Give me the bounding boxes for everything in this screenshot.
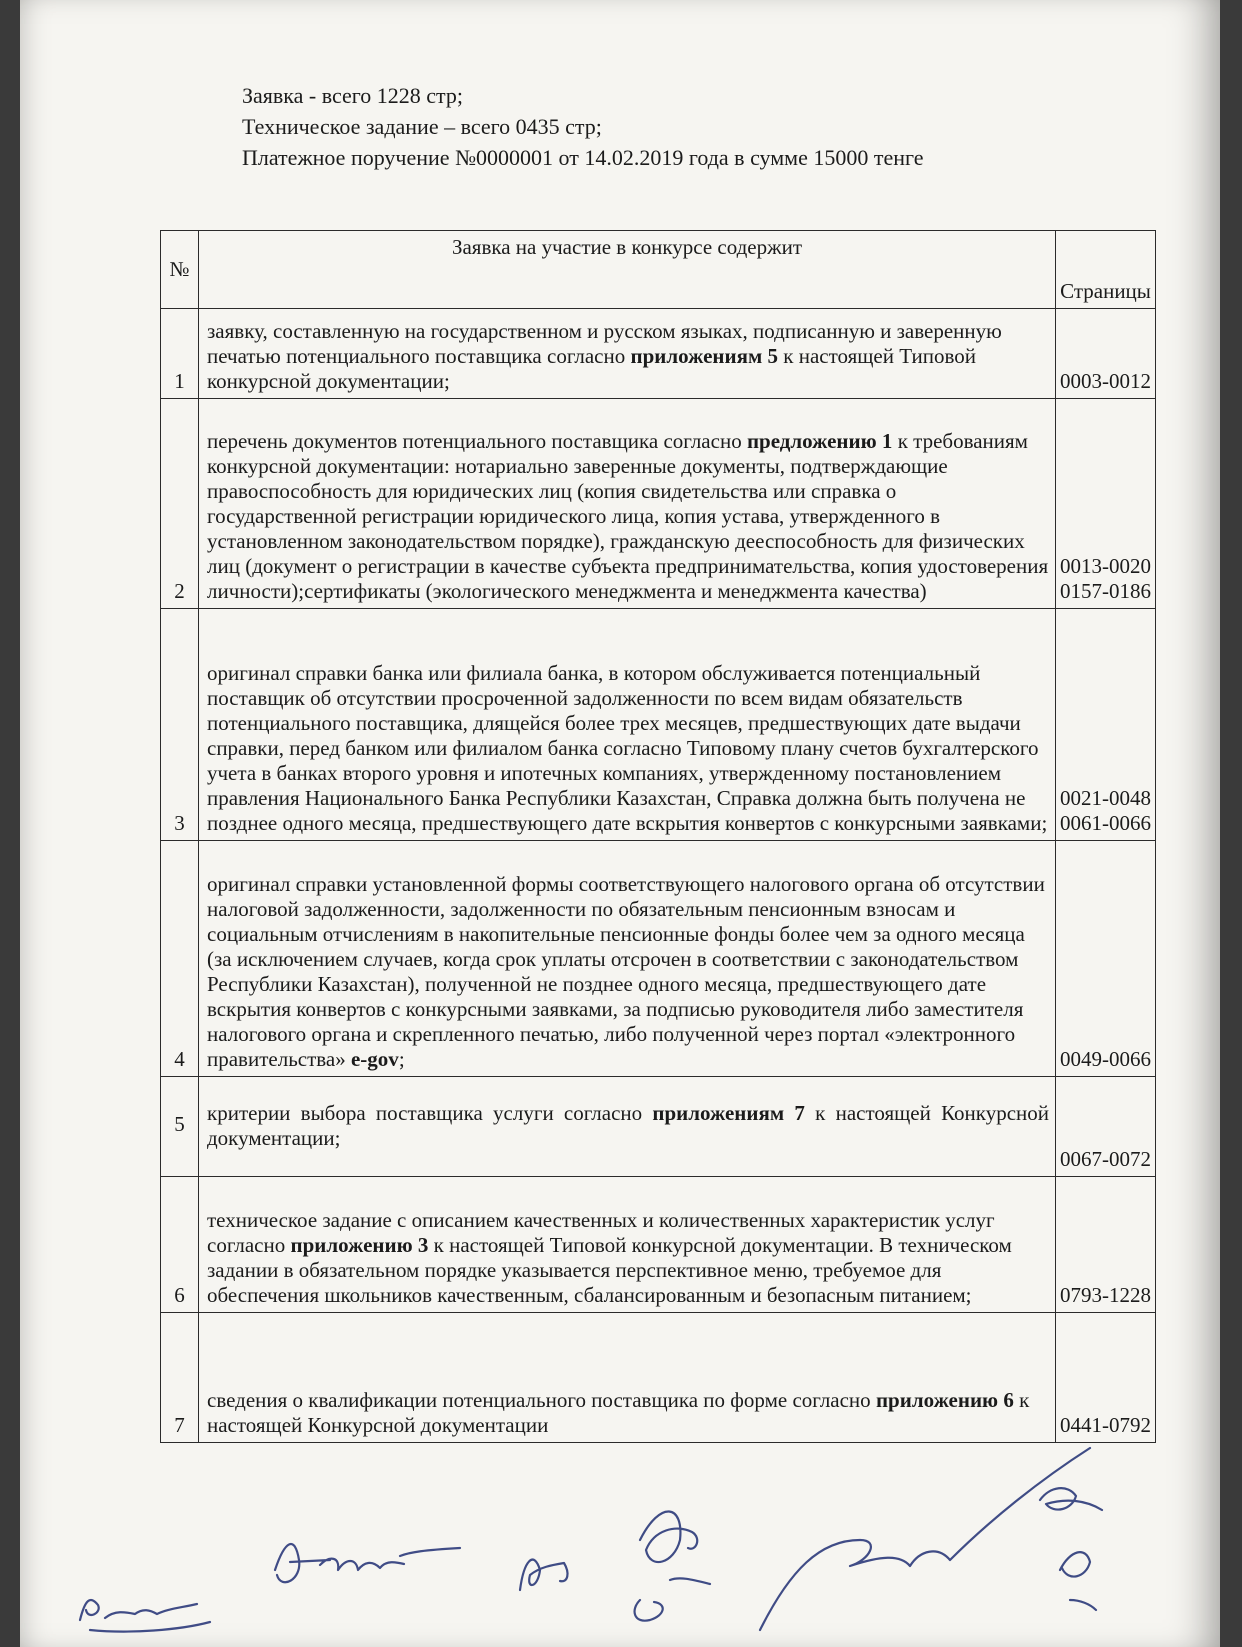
signature-2 [275, 1544, 460, 1582]
header-line-payment-order: Платежное поручение №0000001 от 14.02.2019 года в сумме 15000 тенге [242, 145, 924, 170]
signature-4 [635, 1511, 710, 1620]
row-description: оригинал справки банка или филиала банка, в котором обслуживается потенциальный поставщик об отсутствии просроченной задолженности по всем видам обязательств потенциального поставщика, длящейся более трех месяцев, предшествующих дате выдачи справки, перед банком или филиалом банка согласно Типовому плану счетов бухгалтерского учета в банках второго уровня и ипотечных компаниях, утвержденному постановлением правления Национального Банка Республики Казахстан, Справка должна быть получена не позднее одного месяца, предшествующего дате вскрытия конвертов с конкурсными заявками; [199, 609, 1056, 841]
signature-3 [520, 1560, 567, 1590]
table-row [161, 309, 1156, 399]
document-page [20, 0, 1220, 1647]
column-header-description: Заявка на участие в конкурсе содержит [199, 231, 1056, 309]
row-number: 7 [161, 1313, 199, 1443]
row-number: 1 [161, 309, 199, 399]
table-row [161, 609, 1156, 841]
row-description: перечень документов потенциального поставщика согласно предложению 1 к требованиям конкурсной документации: нотариально заверенные документы, подтверждающие правоспособность для юридических лиц (копия свидетельства или справка о государственной регистрации юридического лица, копия устава, утвержденного в установленном законодательством порядке), гражданскую дееспособность для физических лиц (документ о регистрации в качестве субъекта предпринимательства, копия удостоверения личности);сертификаты (экологического менеджмента и менеджмента качества) [199, 399, 1056, 609]
row-number: 2 [161, 399, 199, 609]
table-row [161, 1077, 1156, 1177]
table-row [161, 841, 1156, 1077]
table-header-row [161, 231, 1156, 309]
document-header [242, 80, 924, 173]
contents-table [160, 230, 1156, 1443]
row-description: критерии выбора поставщика услуги согласно приложениям 7 к настоящей Конкурсной документации; [199, 1077, 1056, 1177]
row-pages: 0067-0072 [1056, 1077, 1156, 1177]
row-number: 6 [161, 1177, 199, 1313]
header-line-application: Заявка - всего 1228 стр; [242, 83, 464, 108]
row-number: 3 [161, 609, 199, 841]
signature-6 [1040, 1488, 1102, 1610]
signature-1 [80, 1600, 210, 1632]
header-line-technical-spec: Техническое задание – всего 0435 стр; [242, 114, 602, 139]
row-number: 4 [161, 841, 199, 1077]
signature-5 [760, 1448, 1090, 1630]
row-pages: 0441-0792 [1056, 1313, 1156, 1443]
row-pages: 0049-0066 [1056, 841, 1156, 1077]
column-header-pages: Страницы [1056, 231, 1156, 309]
row-description: оригинал справки установленной формы соответствующего налогового органа об отсутствии налоговой задолженности, задолженности по обязательным пенсионным взносам и социальным отчислениям в накопительные пенсионные фонды более чем за одного месяца (за исключением случаев, когда срок уплаты отсрочен в соответствии с законодательством Республики Казахстан), полученной не позднее одного месяца, предшествующего дате вскрытия конвертов с конкурсными заявками, за подписью руководителя либо заместителя налогового органа и скрепленного печатью, либо полученной через портал «электронного правительства» e-gov; [199, 841, 1056, 1077]
row-pages: 0793-1228 [1056, 1177, 1156, 1313]
column-header-number: № [161, 231, 199, 309]
row-number: 5 [161, 1077, 199, 1177]
row-description: техническое задание с описанием качественных и количественных характеристик услуг согласно приложению 3 к настоящей Типовой конкурсной документации. В техническом задании в обязательном порядке указывается перспективное меню, требуемое для обеспечения школьников качественным, сбалансированным и безопасным питанием; [199, 1177, 1056, 1313]
row-pages: 0021-0048 0061-0066 [1056, 609, 1156, 841]
table-row [161, 399, 1156, 609]
row-pages: 0013-0020 0157-0186 [1056, 399, 1156, 609]
signatures [20, 1300, 1220, 1647]
table-row [161, 1177, 1156, 1313]
row-description: сведения о квалификации потенциального поставщика по форме согласно приложению 6 к настоящей Конкурсной документации [199, 1313, 1056, 1443]
row-pages: 0003-0012 [1056, 309, 1156, 399]
row-description: заявку, составленную на государственном и русском языках, подписанную и заверенную печатью потенциального поставщика согласно приложениям 5 к настоящей Типовой конкурсной документации; [199, 309, 1056, 399]
